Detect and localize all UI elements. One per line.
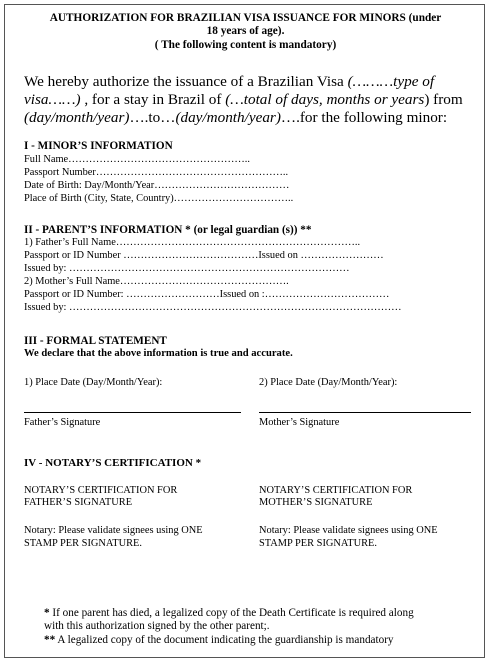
mother-notary-instruction-1: Notary: Please validate signees using ONE (259, 525, 438, 536)
footnote-guardianship-text: A legalized copy of the document indicating the guardianship is mandatory (55, 634, 394, 646)
mother-issued-by-field[interactable]: Issued by: …………………………………………………………………………………… (24, 302, 402, 313)
father-signature-label: Father’s Signature (24, 417, 101, 428)
minor-full-name-field[interactable]: Full Name…………………………………………….. (24, 154, 250, 165)
intro-text-1: We hereby authorize the issuance of a Brazilian Visa (24, 73, 348, 90)
father-notary-cert-line-2: FATHER’S SIGNATURE (24, 497, 133, 508)
mother-passport-field[interactable]: Passport or ID Number: ………………………Issued on :……………………………… (24, 289, 390, 300)
footnote-guardianship (44, 634, 394, 646)
minor-passport-field[interactable]: Passport Number……………………………………………….. (24, 167, 289, 178)
mother-notary-instruction-2: STAMP PER SIGNATURE. (259, 538, 378, 549)
intro-text-3: ) from (424, 91, 463, 108)
mother-name-field[interactable]: 2) Mother’s Full Name…………………………………………. (24, 276, 289, 287)
footnote-death-certificate-text: If one parent has died, a legalized copy of the Death Certificate is required along (49, 607, 414, 619)
intro-paragraph (24, 73, 474, 127)
mother-notary-cert-line-1: NOTARY’S CERTIFICATION FOR (259, 485, 413, 496)
notary-section-heading: IV - NOTARY’S CERTIFICATION * (24, 457, 202, 469)
minor-section-heading: I - MINOR’S INFORMATION (24, 140, 173, 152)
intro-text-2: , for a stay in Brazil of (80, 91, 226, 108)
parents-section-heading: II - PARENT’S INFORMATION * (or legal guardian (s)) ** (24, 224, 312, 236)
father-signature-line[interactable] (24, 412, 241, 413)
declaration-text: We declare that the above information is true and accurate. (24, 348, 293, 359)
mother-signature-label: Mother’s Signature (259, 417, 340, 428)
father-name-field[interactable]: 1) Father’s Full Name…………………………………………………………….. (24, 237, 361, 248)
stay-duration-placeholder: (…total of days, months or years (225, 91, 425, 108)
father-issued-by-field[interactable]: Issued by: ……………………………………………………………………… (24, 263, 350, 274)
intro-text-5: ….for the following minor: (280, 109, 448, 126)
father-notary-cert-line-1: NOTARY’S CERTIFICATION FOR (24, 485, 178, 496)
end-date-placeholder: (day/month/year) (175, 109, 281, 126)
form-subtitle: ( The following content is mandatory) (154, 39, 337, 51)
minor-dob-field[interactable]: Date of Birth: Day/Month/Year………………………………… (24, 180, 290, 191)
mother-signature-line[interactable] (259, 412, 471, 413)
father-notary-instruction-1: Notary: Please validate signees using ONE (24, 525, 203, 536)
mother-notary-cert-line-2: MOTHER’S SIGNATURE (259, 497, 373, 508)
father-passport-field[interactable]: Passport or ID Number …………………………………Issued on …………………… (24, 250, 384, 261)
start-date-placeholder: (day/month/year) (24, 109, 130, 126)
footnote-asterisk: * (44, 607, 50, 619)
father-place-date-field[interactable]: 1) Place Date (Day/Month/Year): (24, 377, 163, 388)
intro-text-4: ….to… (129, 109, 176, 126)
form-title-line-1: AUTHORIZATION FOR BRAZILIAN VISA ISSUANCE FOR MINORS (under (49, 12, 442, 24)
footnote-death-certificate-line-2: with this authorization signed by the other parent;. (44, 620, 270, 632)
father-notary-instruction-2: STAMP PER SIGNATURE. (24, 538, 143, 549)
statement-section-heading: III - FORMAL STATEMENT (24, 335, 167, 347)
visa-type-placeholder: (………type of visa……) (24, 73, 435, 108)
footnote-death-certificate (44, 607, 414, 619)
footnote-double-asterisk: ** (44, 634, 56, 646)
mother-place-date-field[interactable]: 2) Place Date (Day/Month/Year): (259, 377, 398, 388)
minor-pob-field[interactable]: Place of Birth (City, State, Country)…………………………….. (24, 193, 294, 204)
form-title-line-2: 18 years of age). (206, 25, 285, 37)
